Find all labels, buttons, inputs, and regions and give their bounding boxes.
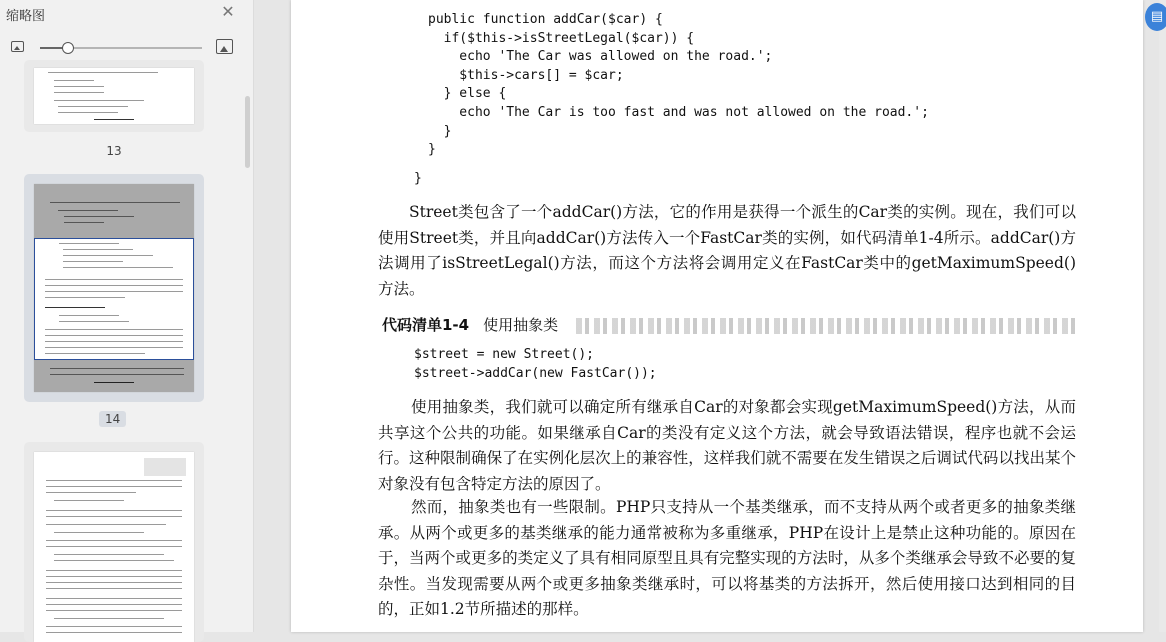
document-page (291, 0, 1143, 632)
close-icon[interactable]: ✕ (221, 2, 235, 21)
image-large-icon[interactable] (216, 39, 233, 54)
paragraph-street-class: Street类包含了一个addCar()方法，它的作用是获得一个派生的Car类的实例。现在，我们可以使用Street类，并且向addCar()方法传入一个FastCar类的实例，如代码清单1-4所示。addCar()方法调用了isStreetLegal()方法，而这个方法将会调用定义在FastCar类中的getMaximumSpeed()方法。 (378, 203, 1076, 298)
thumbnail-image (34, 68, 194, 124)
watermark-logo (144, 458, 186, 476)
code-closing-brace: } (414, 171, 422, 186)
thumbnail-zoom-slider[interactable] (40, 47, 202, 49)
slider-thumb[interactable] (62, 42, 74, 54)
code-block-listing-1-4: $street = new Street(); $street->addCar(new FastCar()); (414, 347, 657, 381)
image-small-icon[interactable] (11, 41, 24, 52)
thumbnail-page-15[interactable] (24, 442, 204, 642)
page-number-label: 14 (99, 411, 126, 427)
thumbnail-viewport-box[interactable] (34, 238, 194, 360)
thumbnail-image (34, 184, 194, 392)
paragraph-abstract-class-limits: 然而，抽象类也有一些限制。PHP只支持从一个基类继承，而不支持从两个或者更多的抽象类继承。从两个或更多的基类继承的能力通常被称为多重继承，PHP在设计上是禁止这种功能的。原因在于，当两个或更多的类定义了具有相同原型且具有完整实现的方法时，从多个类继承会导致不必要的复杂性。当发现需要从两个或更多抽象类继承时，可以将基类的方法拆开，然后使用接口达到相同的目的，正如1.2节所描述的那样。 (378, 498, 1076, 618)
page-number-label: 13 (106, 144, 122, 158)
listing-heading (382, 314, 558, 335)
listing-caption: 使用抽象类 (483, 316, 559, 334)
code-block-addcar: public function addCar($car) { if($this->isStreetLegal($car)) { echo 'The Car was allowed on the road.'; $this->cars[] = $car; } else { echo 'The Car is too fast and was not allowed on the road.'; } } (428, 12, 929, 158)
thumbnail-sidebar (0, 0, 254, 632)
watermark-noise (576, 318, 1076, 334)
thumbnail-page-13[interactable] (24, 60, 204, 132)
listing-label: 代码清单1-4 (382, 316, 470, 334)
thumbnail-image (34, 452, 194, 642)
thumbnail-zoom-row (0, 36, 254, 60)
paragraph-abstract-class-benefits: 使用抽象类，我们就可以确定所有继承自Car的对象都会实现getMaximumSpeed()方法，从而共享这个公共的功能。如果继承自Car的类没有定义这个方法，就会导致语法错误，程序也就不会运行。这种限制确保了在实例化层次上的兼容性，这样我们就不需要在发生错误之后调试代码以找出某个对象没有包含特定方法的原因了。 (378, 398, 1076, 493)
main-scrollbar[interactable] (1159, 0, 1166, 632)
sidebar-title: 缩略图 (6, 9, 46, 24)
thumbnail-page-14[interactable] (24, 174, 204, 402)
floating-assistant-button[interactable]: ▤ (1145, 3, 1166, 31)
sidebar-scrollbar[interactable] (245, 96, 250, 168)
